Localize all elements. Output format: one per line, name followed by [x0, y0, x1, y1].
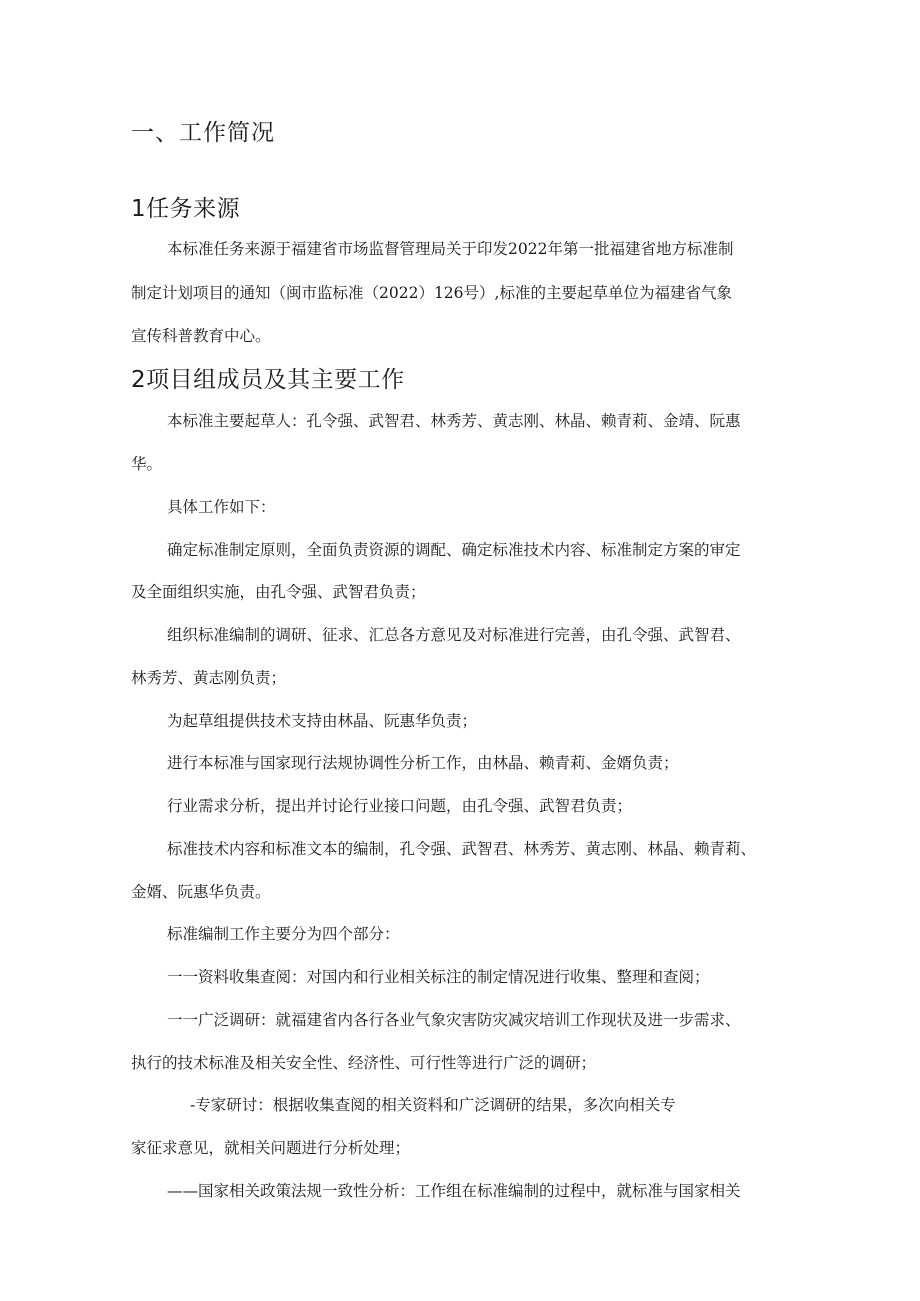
paragraph-line: 林秀芳、黄志刚负责；	[131, 669, 287, 687]
paragraph-line: 金婿、阮惠华负责。	[131, 883, 271, 901]
paragraph-line: 组织标准编制的调研、征求、汇总各方意见及对标准进行完善，由孔令强、武智君、	[167, 626, 741, 644]
subsection-title-task-source: 1任务来源	[131, 196, 241, 222]
paragraph-line: 及全面组织实施，由孔令强、武智君负责；	[131, 583, 426, 601]
paragraph-line: 具体工作如下：	[167, 498, 276, 516]
paragraph-line: 宣传科普教育中心。	[131, 327, 271, 345]
paragraph-line: 执行的技术标准及相关安全性、经济性、可行性等进行广泛的调研；	[131, 1054, 597, 1072]
paragraph-line: 标准技术内容和标准文本的编制，孔令强、武智君、林秀芳、黄志刚、林晶、赖青莉、	[167, 840, 757, 858]
paragraph-line: 标准编制工作主要分为四个部分：	[167, 925, 400, 943]
paragraph-line: 确定标准制定原则，全面负责资源的调配、确定标准技术内容、标准制定方案的审定	[167, 541, 741, 559]
paragraph-line: ——国家相关政策法规一致性分析：工作组在标准编制的过程中，就标准与国家相关	[167, 1182, 741, 1200]
paragraph-line: 进行本标准与国家现行法规协调性分析工作，由林晶、赖青莉、金婿负责；	[167, 754, 679, 772]
subsection-title-team-members: 2项目组成员及其主要工作	[131, 367, 405, 393]
paragraph-line: 一一资料收集查阅：对国内和行业相关标注的制定情况进行收集、整理和查阅；	[167, 968, 710, 986]
paragraph-line: 制定计划项目的通知（闽市监标准（2022）126号）,标准的主要起草单位为福建省气象	[131, 284, 732, 302]
paragraph-line: 本标准任务来源于福建省市场监督管理局关于印发2022年第一批福建省地方标准制	[167, 240, 734, 258]
paragraph-line: 家征求意见，就相关问题进行分析处理；	[131, 1139, 411, 1157]
paragraph-line: 为起草组提供技术支持由林晶、阮惠华负责；	[167, 712, 478, 730]
paragraph-line: 本标准主要起草人：孔令强、武智君、林秀芳、黄志刚、林晶、赖青莉、金靖、阮惠	[167, 412, 741, 430]
section-title: 一、工作简况	[131, 120, 275, 146]
paragraph-line: 行业需求分析，提出并讨论行业接口问题，由孔令强、武智君负责；	[167, 797, 633, 815]
paragraph-line: 华。	[131, 455, 163, 473]
paragraph-line: 一一广泛调研：就福建省内各行各业气象灾害防灾减灾培训工作现状及进一步需求、	[167, 1011, 741, 1029]
paragraph-line: -专家研讨：根据收集查阅的相关资料和广泛调研的结果，多次向相关专	[190, 1096, 676, 1114]
